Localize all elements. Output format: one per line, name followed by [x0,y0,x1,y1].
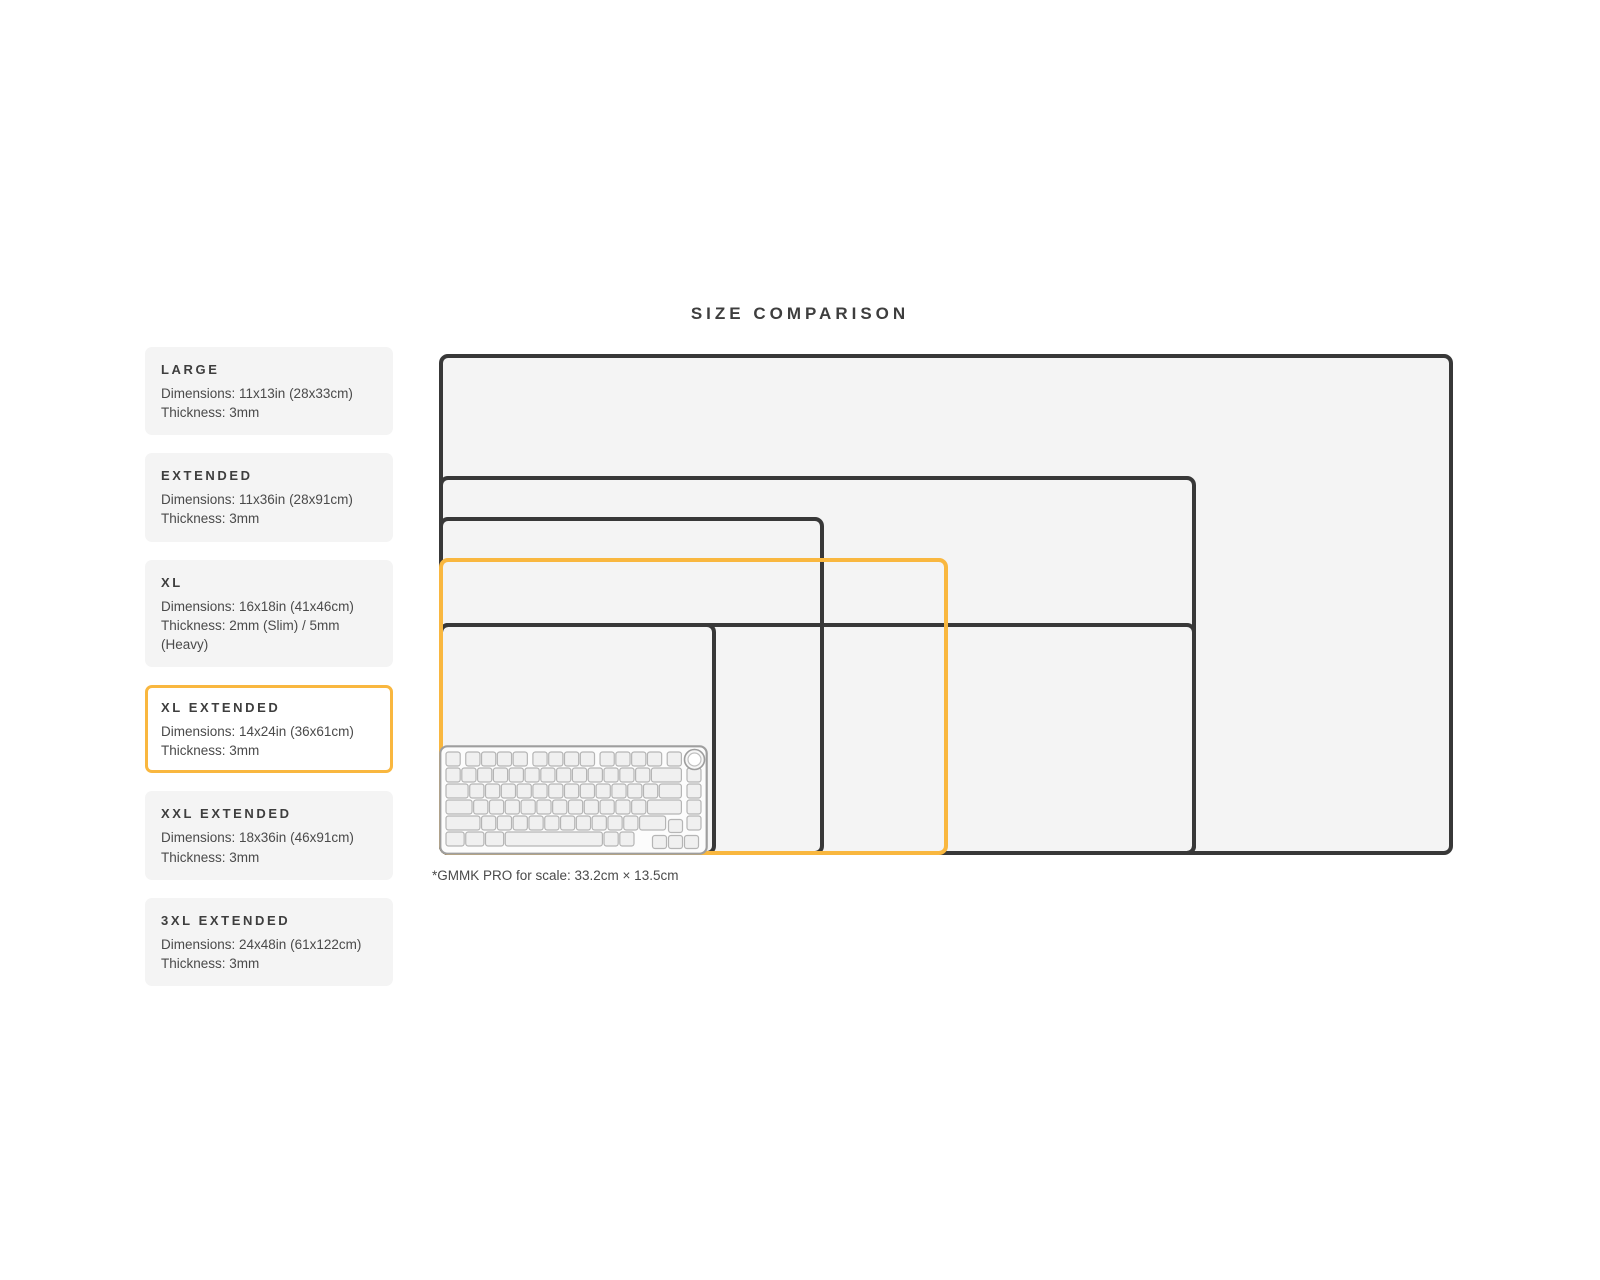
keycap [525,768,539,782]
keycap [596,784,610,798]
keycap [624,816,638,830]
keycap [517,784,531,798]
keycap [482,816,496,830]
keycap [576,816,590,830]
keycap [687,800,701,814]
size-card-thickness: Thickness: 3mm [161,849,260,865]
keycap [640,816,666,830]
keycap [482,752,496,766]
keycap [600,752,614,766]
keycap [549,784,563,798]
keycap [616,800,630,814]
keycap [647,752,661,766]
keycap [446,832,464,846]
arrow-down-keycap [669,836,683,849]
keycap [632,752,646,766]
scale-footnote: *GMMK PRO for scale: 33.2cm × 13.5cm [432,868,679,883]
keycap [533,784,547,798]
keycap [568,800,582,814]
size-card-dimensions: Dimensions: 14x24in (36x61cm) [161,724,354,740]
keycap [545,816,559,830]
keycap [647,800,681,814]
size-card-thickness: Thickness: 3mm [161,511,260,527]
page-title: SIZE COMPARISON [690,304,910,323]
keycap [501,784,515,798]
keycap [612,784,626,798]
keycap [632,800,646,814]
keycap [572,768,586,782]
keycap [608,816,622,830]
keycap [446,816,480,830]
keycap [549,752,563,766]
keycap [636,768,650,782]
keycap [529,816,543,830]
keycap [446,752,460,766]
keycap [620,768,634,782]
size-card-dimensions: Dimensions: 11x13in (28x33cm) [161,386,353,401]
size-card-label: XXL EXTENDED [161,806,292,822]
keycap [493,768,507,782]
keycap [553,800,567,814]
gmmk-pro-keyboard-illustration [439,745,708,855]
arrow-up-keycap [669,820,683,833]
keycap [489,800,503,814]
size-card-label: 3XL EXTENDED [161,912,291,928]
size-card-thickness: Thickness: 3mm [161,955,260,971]
size-card-label: XL [161,574,183,590]
keycap [620,832,634,846]
keycap [446,768,460,782]
size-card-dimensions: Dimensions: 24x48in (61x122cm) [161,936,362,952]
keycap [687,784,701,798]
keycap [446,784,468,798]
keycap [584,800,598,814]
keycap [509,768,523,782]
keycap [533,752,547,766]
keycap [604,832,618,846]
keycap [541,768,555,782]
keycap [557,768,571,782]
size-card-label: XL EXTENDED [161,700,281,716]
keycap [565,784,579,798]
size-card-thickness: Thickness: 3mm [161,743,260,759]
keycap [580,784,594,798]
keycap [537,800,551,814]
keycap [580,752,594,766]
keycap [446,800,472,814]
keycap [466,752,480,766]
keycap [687,816,701,830]
size-card-label: LARGE [161,362,220,377]
keycap [616,752,630,766]
keycap [505,800,519,814]
keycap [644,784,658,798]
keycap [561,816,575,830]
rotary-knob-inner [688,753,701,766]
size-card-dimensions: Dimensions: 18x36in (46x91cm) [161,830,354,846]
size-card-label: EXTENDED [161,468,253,484]
size-card-thickness: Thickness: 3mm [161,405,260,421]
keycap [521,800,535,814]
size-card-thickness: Thickness: 2mm (Slim) / 5mm (Heavy) [161,617,340,652]
keycap [497,816,511,830]
keycap [497,752,511,766]
keycap [667,752,681,766]
arrow-right-keycap [685,836,699,849]
keycap [588,768,602,782]
keycap [486,832,504,846]
keycap [486,784,500,798]
keycap [513,752,527,766]
keycap [659,784,681,798]
keycap [600,800,614,814]
keycap [513,816,527,830]
keycap [462,768,476,782]
arrow-left-keycap [653,836,667,849]
keycap [478,768,492,782]
keycap [565,752,579,766]
keycap [604,768,618,782]
size-card-dimensions: Dimensions: 16x18in (41x46cm) [161,598,354,614]
size-card-dimensions: Dimensions: 11x36in (28x91cm) [161,492,353,508]
keycap [651,768,681,782]
keycap [470,784,484,798]
keycap [466,832,484,846]
keycap [592,816,606,830]
keycap [505,832,602,846]
keycap [474,800,488,814]
keycap [628,784,642,798]
